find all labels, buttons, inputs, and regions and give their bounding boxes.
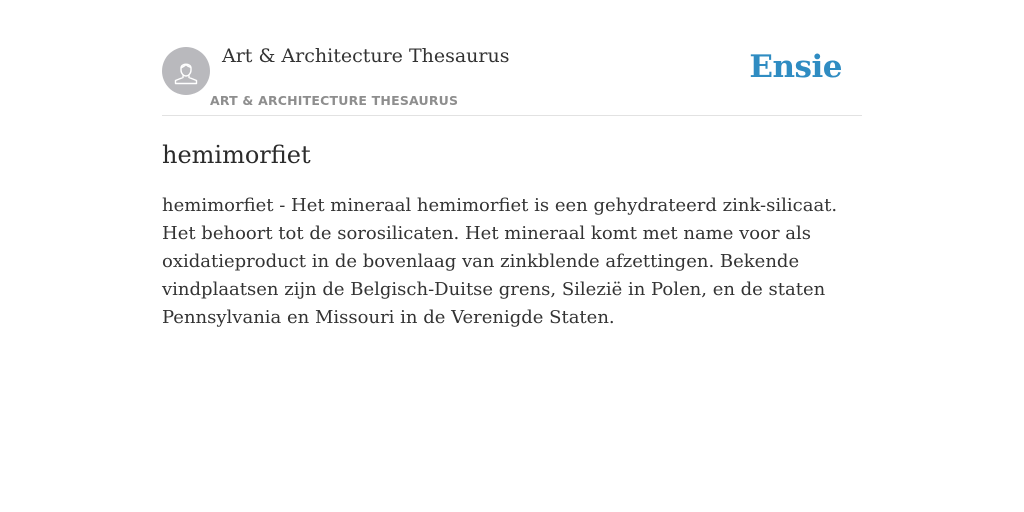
- entry-definition: hemimorfiet - Het mineraal hemimorfiet is een gehydrateerd zink-silicaat. Het behoort tot de sorosilicaten. Het mineraal komt met name voor als oxidatieproduct in de bovenlaag van zinkblende afzettingen. Bekende vindplaatsen zijn de Belgisch-Duitse grens, Silezië in Polen, en de staten Pennsylvania en Missouri in de Verenigde Staten.: [162, 195, 838, 328]
- author-avatar[interactable]: [162, 47, 210, 95]
- ensie-logo[interactable]: Ensie: [749, 49, 842, 85]
- entry-title: hemimorfiet: [162, 141, 311, 169]
- source-label[interactable]: ART & ARCHITECTURE THESAURUS: [210, 93, 459, 108]
- user-silhouette-icon: [171, 56, 201, 86]
- entry-header: [162, 0, 862, 116]
- author-name[interactable]: Art & Architecture Thesaurus: [222, 45, 510, 67]
- page-container: [162, 0, 862, 332]
